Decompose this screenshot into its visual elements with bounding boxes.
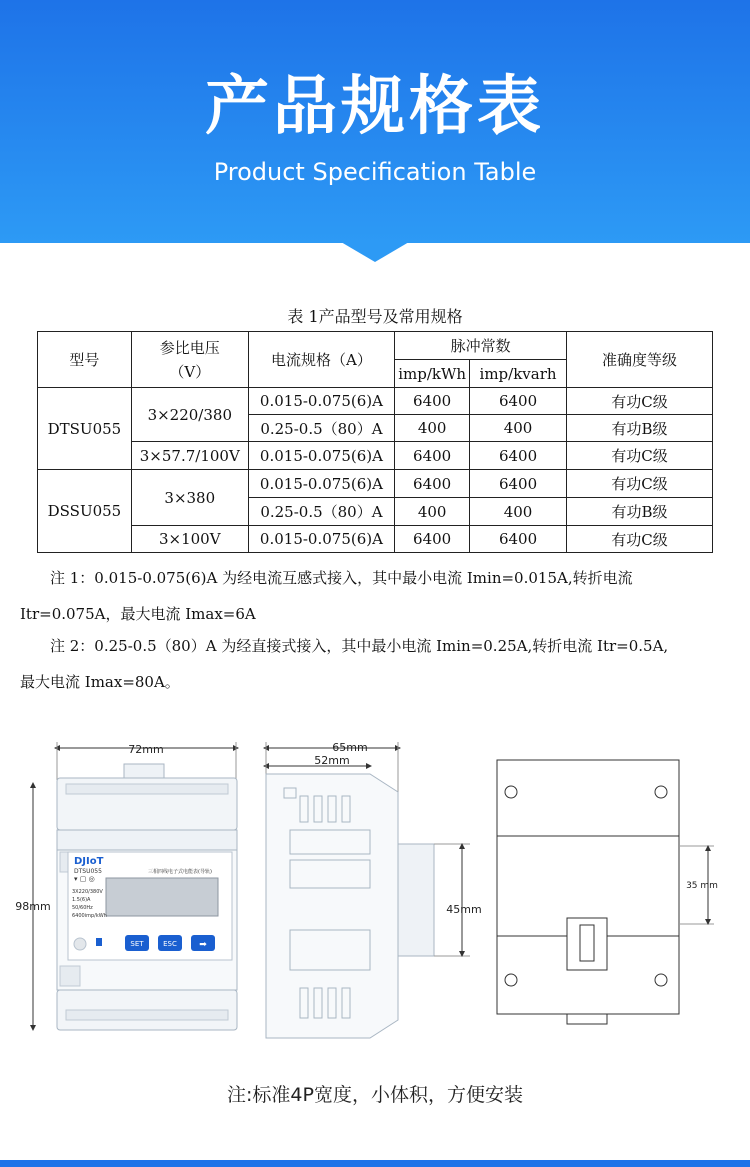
page-title: 产品规格表: [205, 70, 545, 144]
note-2-line-1: 注 2：0.25-0.5（80）A 为经直接式接入，其中最小电流 Imin=0.25A,转折电流 Itr=0.5A,: [50, 637, 669, 655]
side-height-label: 45mm: [446, 903, 482, 916]
cell-kvarh: 6400: [470, 526, 567, 553]
cell-voltage: 3×380: [131, 470, 248, 526]
table-row: [38, 388, 713, 415]
front-indicator-led: [74, 938, 86, 950]
note-2-line-2: 最大电流 Imax=80A。: [20, 673, 180, 691]
front-brand: DJIoT: [74, 856, 104, 867]
banner-notch: [341, 242, 409, 262]
spec-table: [37, 331, 713, 553]
side-width-label: 65mm: [332, 741, 368, 754]
table-caption: 表 1产品型号及常用规格: [287, 307, 463, 326]
cell-kwh: 400: [395, 498, 470, 526]
back-view: [497, 760, 718, 1024]
table-header-row: [38, 332, 713, 360]
cell-accuracy: 有功B级: [566, 498, 712, 526]
header-banner: [0, 0, 750, 243]
cell-accuracy: 有功C级: [566, 442, 712, 470]
cell-current: 0.015-0.075(6)A: [248, 470, 394, 498]
header-voltage-line1: 参比电压: [159, 338, 220, 357]
header-pulse-kvarh: imp/kvarh: [470, 360, 567, 388]
cell-kwh: 6400: [395, 388, 470, 415]
side-inner-label: 52mm: [314, 754, 350, 767]
cell-kvarh: 400: [470, 415, 567, 442]
cell-accuracy: 有功C级: [566, 470, 712, 498]
cell-voltage: 3×57.7/100V: [131, 442, 248, 470]
cell-voltage: 3×220/380: [131, 388, 248, 442]
front-spec-4: 6400imp/kWh: [72, 913, 107, 919]
cell-current: 0.015-0.075(6)A: [248, 388, 394, 415]
cell-kvarh: 400: [470, 498, 567, 526]
front-spec-2: 1.5(6)A: [72, 897, 91, 903]
front-device-title: 三相四线电子式电能表(导轨): [148, 869, 212, 875]
note-1-line-1: 注 1：0.015-0.075(6)A 为经电流互感式接入，其中最小电流 Imin=0.015A,转折电流: [50, 569, 633, 587]
front-spec-1: 3X220/380V: [72, 889, 103, 895]
page-subtitle: Product Specification Table: [213, 158, 537, 186]
front-spec-3: 50/60Hz: [72, 905, 93, 911]
cell-current: 0.25-0.5（80）A: [248, 498, 394, 526]
cell-kvarh: 6400: [470, 470, 567, 498]
header-pulse: 脉冲常数: [395, 332, 567, 360]
table-row: [38, 442, 713, 470]
bottom-bar: [0, 1160, 750, 1167]
front-width-label: 72mm: [128, 743, 164, 756]
side-view: [266, 741, 482, 1038]
front-height-label: 98mm: [15, 900, 51, 913]
cell-model: DTSU055: [38, 388, 132, 470]
cell-kwh: 6400: [395, 470, 470, 498]
header-accuracy: 准确度等级: [566, 332, 712, 388]
note-2: [20, 628, 735, 700]
cell-current: 0.25-0.5（80）A: [248, 415, 394, 442]
cell-kvarh: 6400: [470, 442, 567, 470]
arrow-icon: ➡: [199, 940, 207, 950]
table-row: [38, 526, 713, 553]
pulse-icon: [96, 938, 102, 946]
cell-kwh: 6400: [395, 526, 470, 553]
back-height-label: 35 mm: [686, 881, 718, 891]
header-voltage: [131, 332, 248, 388]
cell-current: 0.015-0.075(6)A: [248, 526, 394, 553]
front-symbols: ▾ ▢ ◎: [74, 875, 95, 883]
note-1-line-2: Itr=0.075A，最大电流 Imax=6A: [20, 605, 256, 623]
esc-button-label: ESC: [163, 940, 177, 948]
cell-kwh: 6400: [395, 442, 470, 470]
table-row: [38, 470, 713, 498]
header-voltage-line2: （V）: [169, 362, 211, 381]
cell-kvarh: 6400: [470, 388, 567, 415]
header-current: 电流规格（A）: [248, 332, 394, 388]
set-button-label: SET: [130, 940, 144, 948]
cell-accuracy: 有功C级: [566, 526, 712, 553]
cell-current: 0.015-0.075(6)A: [248, 442, 394, 470]
front-view: [15, 742, 237, 1030]
footer-note: 注:标准4P宽度，小体积，方便安装: [227, 1084, 523, 1106]
header-pulse-kwh: imp/kWh: [395, 360, 470, 388]
front-model: DTSU055: [74, 868, 102, 875]
cell-kwh: 400: [395, 415, 470, 442]
dimension-drawings: [0, 720, 750, 1060]
note-1: [20, 560, 735, 632]
cell-model: DSSU055: [38, 470, 132, 553]
cell-accuracy: 有功B级: [566, 415, 712, 442]
cell-voltage: 3×100V: [131, 526, 248, 553]
header-model: 型号: [38, 332, 132, 388]
cell-accuracy: 有功C级: [566, 388, 712, 415]
